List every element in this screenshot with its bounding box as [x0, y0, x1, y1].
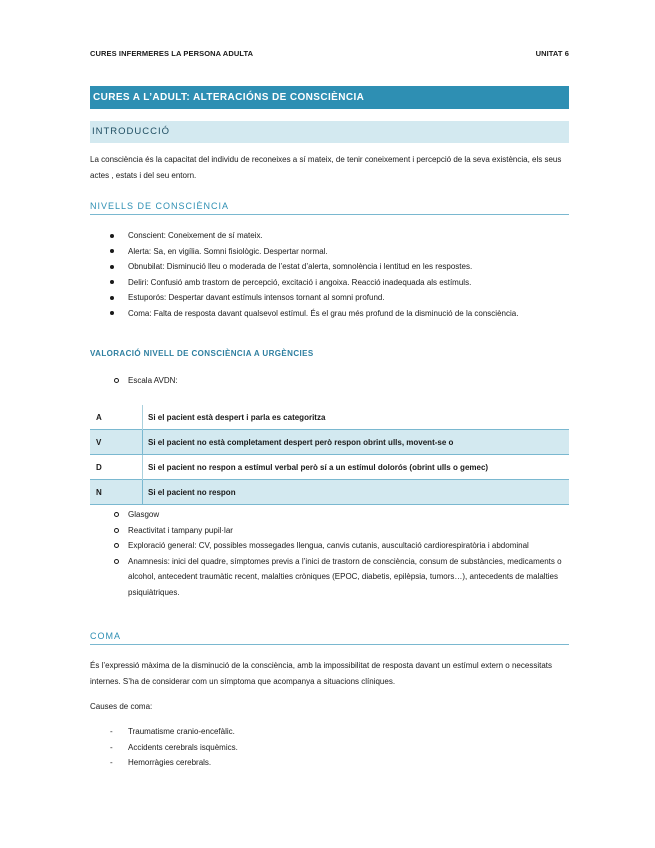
coma-heading: COMA: [90, 631, 569, 645]
avdn-table: [90, 405, 569, 505]
list-item: Obnubilat: Disminució lleu o moderada de l’estat d’alerta, somnolència i lentitud en les respostes.: [90, 259, 569, 275]
list-item: Conscient: Coneixement de sí mateix.: [90, 228, 569, 244]
list-item: Anamnesis: inici del quadre, símptomes previs a l’inici de trastorn de consciència, consum de substàncies, medicaments o alcohol, antecedent traumàtic recent, malalties cròniques (EPOC, diabetis, epilèpsia, tumors…), antecedents de malalties psiquiàtriques.: [90, 554, 569, 601]
header-unit: UNITAT 6: [535, 49, 569, 58]
header-course-title: CURES INFERMERES LA PERSONA ADULTA: [90, 49, 254, 58]
intro-heading: INTRODUCCIÓ: [90, 121, 569, 143]
table-row: [90, 430, 569, 455]
intro-paragraph: La consciència és la capacitat del individu de reconeixes a sí mateix, de tenir coneixement i percepció de la seva existència, els seus actes , estats i del seu entorn.: [90, 155, 562, 180]
avdn-letter: D: [96, 462, 102, 472]
list-item: Escala AVDN:: [90, 373, 569, 389]
avdn-description: Si el pacient no està completament despert però respon obrint ulls, movent-se o: [143, 430, 570, 455]
table-row: [90, 455, 569, 480]
list-item: - Hemorràgies cerebrals.: [90, 755, 569, 771]
scale-list: [90, 373, 569, 389]
avdn-description: Si el pacient no respon: [143, 480, 570, 505]
coma-paragraph: És l’expressió màxima de la disminució de la consciència, amb la impossibilitat de resposta davant un estímul extern o necessitats internes. S’ha de considerar com un símptoma que acompanya a situacions clíniques.: [90, 661, 552, 686]
table-row: [90, 405, 569, 430]
list-item: - Traumatisme cranio-encefàlic.: [90, 724, 569, 740]
avdn-description: Si el pacient no respon a estímul verbal però sí a un estímul dolorós (obrint ulls o gemec): [143, 455, 570, 480]
list-item: Glasgow: [90, 507, 569, 523]
list-item: Coma: Falta de resposta davant qualsevol estímul. És el grau més profund de la disminució de la consciència.: [90, 306, 569, 322]
avdn-letter: V: [90, 430, 143, 455]
avdn-letter: A: [96, 412, 102, 422]
causes-label: Causes de coma:: [90, 702, 153, 711]
list-item: Alerta: Sa, en vigília. Somni fisiològic. Despertar normal.: [90, 244, 569, 260]
assessment-list: [90, 507, 569, 600]
list-item: Deliri: Confusió amb trastorn de percepció, excitació i angoixa. Reacció inadequada als estímuls.: [90, 275, 569, 291]
list-item: Estuporós: Despertar davant estímuls intensos tornant al somni profund.: [90, 290, 569, 306]
chapter-title: CURES A L’ADULT: ALTERACIÓNS DE CONSCIÈNCIA: [90, 86, 569, 109]
list-item: - Accidents cerebrals isquèmics.: [90, 740, 569, 756]
assessment-heading: VALORACIÓ NIVELL DE CONSCIÈNCIA A URGÈNCIES: [90, 349, 314, 358]
list-item: Exploració general: CV, possibles mossegades llengua, canvis cutanis, auscultació cardiorespiratòria i abdominal: [90, 538, 569, 554]
avdn-description: Si el pacient està despert i parla es categoritza: [143, 405, 570, 430]
running-header: [90, 49, 569, 58]
avdn-letter: N: [90, 480, 143, 505]
levels-heading: NIVELLS DE CONSCIÈNCIA: [90, 201, 569, 215]
table-row: [90, 480, 569, 505]
list-item: Reactivitat i tampany pupil·lar: [90, 523, 569, 539]
levels-list: [90, 228, 569, 321]
causes-list: [90, 724, 569, 771]
